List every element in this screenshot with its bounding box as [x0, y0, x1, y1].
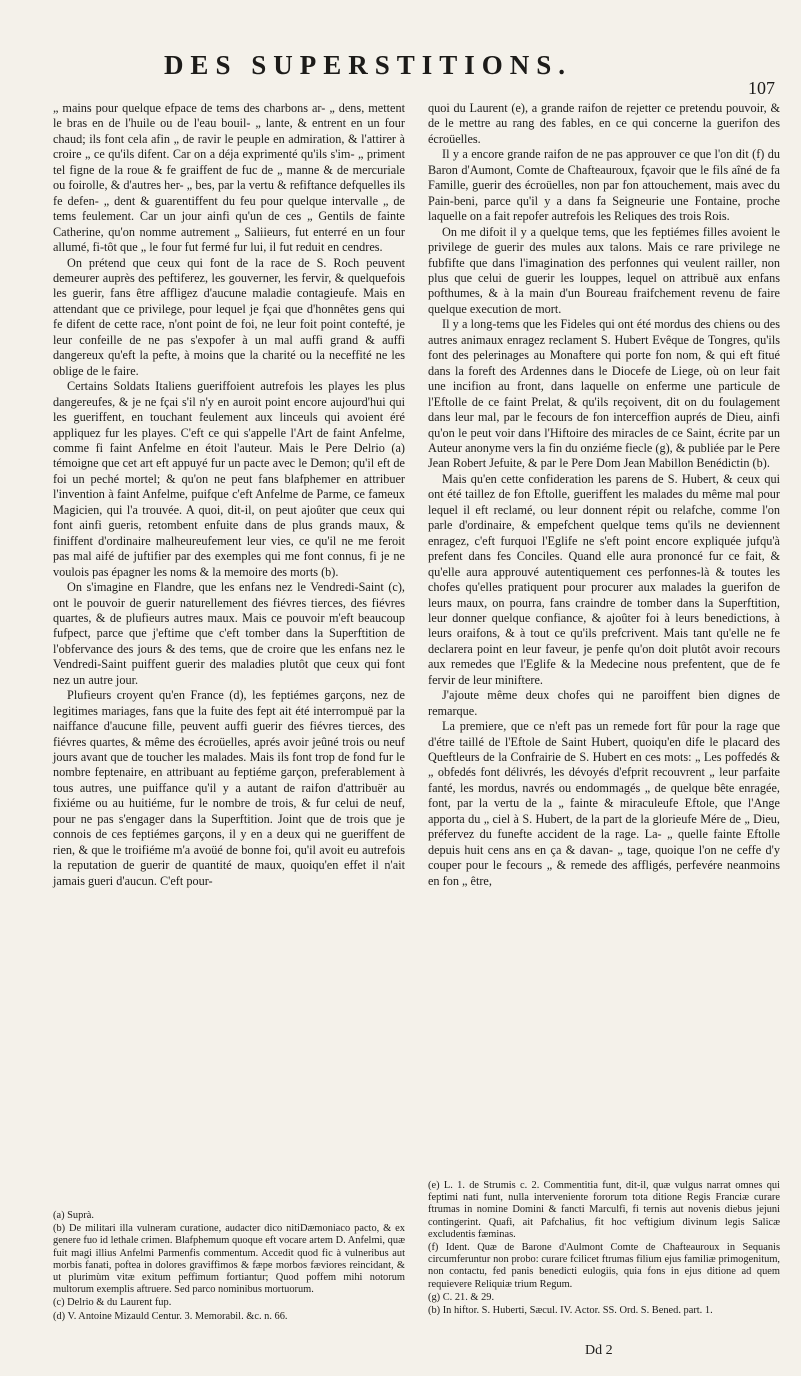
- paragraph: Certains Soldats Italiens gueriffoient autrefois les playes les plus dangereufes, & je ne fçai s'il n'y en auroit point encore aujourd'hui qui les gueriffent, en touchant feulement aux linceuls qui avoient éré appliquez fur les playes. C'eft ce qui s'appelle l'Art de faint Anfelme, comme fi faint Anfelme en étoit l'auteur. Mais le Pere Delrio (a) témoigne que cet art eft appuyé fur un pacte avec le Demon; qu'il eft de foi un peché mortel; & qu'on ne peut fans blafphemer en attribuer l'invention à faint Anfelme, puifque c'eft Anfelme de Parme, ce fameux Magicien, qui l'a trouvée. A quoi, dit-il, on peut ajoûter que ceux qui font ainfi gueris, retombent enfuite dans de plus grands maux, & finiffent d'ordinaire malheureufement leur vies, ce qu'il ne me feroit pas mal aifé de juftifier par des exemples qui me font connus, fi je ne voulois pas épagner les noms & la memoire des morts (b).: [53, 379, 405, 579]
- paragraph: La premiere, que ce n'eft pas un remede fort fûr pour la rage que d'étre taillé de l'Eftole de Saint Hubert, quoiqu'en dife le placard des Queftleurs de la Confrairie de S. Hubert en ces mots: „ Les poffedés & „ obfedés font délivrés, les dévoyés d'efprit recouvrent „ leur parfaite fanté, les mordus, navrés ou endommagés „ de quelque bête enragée, font, par la vertu de la „ fainte & miraculeufe Eftole, que l'Ange apporta du „ ciel à S. Hubert, de la part de la glorieufe Mére de „ Dieu, préfervez du funefte accident de la rage. La- „ quelle fainte Eftolle depuis huit cens ans en ça & davan- „ tage, quoique l'on ne ceffe d'y couper pour le fecours „ & remede des affligés, perfevére neanmoins en fon „ être,: [428, 719, 780, 888]
- page-number: 107: [748, 78, 775, 98]
- paragraph: On prétend que ceux qui font de la race de S. Roch peuvent demeurer auprès des peftiferez, les gouverner, les fervir, & quelquefois les guerir, fans être affligez d'aucune maladie contagieufe. Mais en attendant que ce privilege, pour lequel je fçai que d'honnêtes gens qui fe difent de cette race, n'ont point de foi, ne leur foit point contefté, je leur confeille de ne pas s'expofer à un mal auffi grand & auffi dangereux qu'eft la pefte, à moins que la charité ou la neceffité ne les oblige de le faire.: [53, 255, 405, 378]
- paragraph: Mais qu'en cette confideration les parens de S. Hubert, & ceux qui ont été taillez de fon Eftolle, gueriffent les malades du même mal pour lequel il eft reclamé, ou leur donnent répit ou relafche, comme l'on parle d'ordinaire, & empefchent quelque tems qu'ils ne deviennent enragez, c'eft furquoi l'Eglife ne s'eft point encore expliquée jufqu'à prefent dans fes Conciles. Quand elle aura prononcé fur ce fait, & qu'elle aura approuvé autentiquement ces perfonnes-là & toutes les chofes qu'elles pratiquent pour procurer aux malades la guerifon de leurs maux, on pourra, fans craindre de tomber dans la Superftition, leur donner quelque confiance, & ajoûter foi à leurs benedictions, à leurs oraifons, & à tout ce qu'ils prefcrivent. Mais tant qu'elle ne fe declarera point en leur faveur, je penfe qu'on doit plutôt avoir recours aux remedes que l'Eglife & la Medecine nous prefentent, que de fe fervir de leur miniftere.: [428, 471, 780, 687]
- running-head: DES SUPERSTITIONS.: [163, 50, 573, 80]
- footnote: (e) L. 1. de Strumis c. 2. Commentitia funt, dit-il, quæ vulgus narrat omnes qui feptimi nati funt, nulla interveniente fororum tota ditione Regis Franciæ curare ftrumas in nomine Domini & fancti Marculfi, fi ternis aut novenis diebus jejuni contingerint. Quafi, ait Pafchalius, fit hoc veftigium divinum legis Salicæ excludentis fæminas.: [428, 1180, 780, 1240]
- right-column: [428, 101, 780, 889]
- paragraph: Il y a long-tems que les Fideles qui ont été mordus des chiens ou des autres animaux enragez reclament S. Hubert Evêque de Tongres, qu'ils font des pelerinages au Monaftere qui porte fon nom, & qui eft fitué dans la foreft des Ardennes dans le Diocefe de Liege, où on leur fait une incifion au front, dans laquelle on enferme une particule de l'Eftolle de ce faint Prelat, & qu'ils reçoivent, dit on du foulagement dans leur mal, par le fecours de fon interceffion auprés de Dieu, ainfi qu'on le peut voir dans l'Hiftoire des miracles de ce Saint, écrite par un Auteur anonyme vers la fin du onziéme fiecle (g), & publiée par le Pere Jean Robert Jefuite, & par le Pere Dom Jean Mabillon Benédictin (b).: [428, 317, 780, 471]
- footnote: (g) C. 21. & 29.: [428, 1291, 495, 1303]
- signature-mark: Dd 2: [585, 1343, 613, 1358]
- footnote: (d) V. Antoine Mizauld Centur. 3. Memorabil. &c. n. 66.: [53, 1310, 288, 1322]
- paragraph: On s'imagine en Flandre, que les enfans nez le Vendredi-Saint (c), ont le pouvoir de guerir naturellement des fiévres tierces, des fiévres quartes, & de plufieurs autres maux. Mais ce pouvoir m'eft beaucoup fufpect, parce que j'eftime que c'eft tomber dans la Superftition de l'obfervance des jours & des tems, que de croire que les enfans nez le Vendredi-Saint puiffent guerir des maladies plutôt que ceux qui font nez un autre jour.: [53, 580, 405, 687]
- paragraph: „ mains pour quelque efpace de tems des charbons ar- „ dens, mettent le bras en de l'huile ou de l'eau bouil- „ lante, & entrent en un four chaud; ils font cela afin „ de ravir le peuple en admiration, & l'attirer à croire „ ce qu'ils difent. Car on a déja exprimenté qu'ils s'im- „ priment tel figne de la roue & fe graiffent de fuc de „ manne & de mercuriale ou foirolle, & d'autres her- „ bes, par la vertu & refiftance defquelles ils fe defen- „ dent & guarentiffent du feu pour quelque intervalle „ de tems feulement. Car un jour ainfi qu'un de ces „ Gentils de fainte Catherine, qu'on nomme autrement „ Saliieurs, fut enterré en un four allumé, fi-tôt que „ le four fut fermé fur lui, il fut reduit en cendres.: [53, 101, 405, 255]
- footnotes-left: [53, 1210, 405, 1324]
- footnotes-right: [428, 1180, 780, 1318]
- footnote: (b) In hiftor. S. Huberti, Sæcul. IV. Actor. SS. Ord. S. Bened. part. 1.: [428, 1305, 713, 1317]
- footnote: (b) De militari illa vulneram curatione, audacter dico nitiDæmoniaco pacto, & ex genere fuo id lethale crimen. Blafphemum quoque eft vocare artem D. Anfelmi, quæ fuit magi illius Anfelmi Parmenfis commentum. Accedit quod fic à vulneribus aut morbis fanati, poftea in dolores graviffimos & fæpe morbos fæviores reincidant, & ut plurimùm vitæ exitum peffimum fortiantur; Quod poffem mihi notorum multorum exemplis aftruere. Sed parco nominibus mortuorum.: [53, 1223, 405, 1296]
- footnote: (f) Ident. Quæ de Barone d'Aulmont Comte de Chafteauroux in Sequanis circumferuntur non probo: curare fcilicet ftrumas filium ejus familiæ primogenitum, non contactu, fed panis benedicti eulogiis, quia fons in ejus ditione ad quem requievere Reliquiæ trium Regum.: [428, 1242, 780, 1290]
- paragraph: J'ajoute même deux chofes qui ne paroiffent bien dignes de remarque.: [428, 688, 780, 718]
- paragraph: Il y a encore grande raifon de ne pas approuver ce que l'on dit (f) du Baron d'Aumont, Comte de Chafteauroux, fçavoir que le fils aîné de fa Famille, guerir des écroüelles, non par fon attouchement, mais avec du Pain-beni, parce qu'il y a dans fa Seigneurie une Fontaine, proche laquelle on a fait repofer autrefois les Reliques des trois Rois.: [428, 147, 780, 224]
- left-column: [53, 101, 405, 889]
- paragraph: Plufieurs croyent qu'en France (d), les feptiémes garçons, nez de legitimes mariages, fans que la fuite des fept ait été interrompuë par la naiffance d'aucune fille, peuvent auffi guerir des fiévres tierces, des fiévres quartes, & même des écroüelles, aprés avoir jeûné trois ou neuf jours avant que de toucher les malades. Mais ils font trop de fond fur le nombre feptenaire, en attribuant au feptiéme garçon, preferablement à tous autres, une puiffance qu'il y a autant de raifon d'attribuër au fixiéme ou au huitiéme, fur le nombre de trois, & fur celui de neuf, pour ne pas s'engager dans la Superftition. Joint que de trois que je connois de ces feptiémes garçons, il y en a deux qui ne gueriffent de rien, & que le troifiéme m'a avoüé de bonne foi, qu'il avoit eu autrefois la reputation de guerir de quantité de maux, quoiqu'en effet il n'ait jamais gueri d'aucun. C'eft pour-: [53, 688, 405, 888]
- footnote: (a) Suprà.: [53, 1210, 94, 1221]
- paragraph: quoi du Laurent (e), a grande raifon de rejetter ce pretendu pouvoir, & de le mettre au rang des fables, en ce qui concerne la guerifon des écroüelles.: [428, 101, 780, 146]
- paragraph: On me difoit il y a quelque tems, que les feptiémes filles avoient le privilege de guerir des mules aux talons. Mais ce rare privilege ne fubfifte que dans l'imagination des perfonnes qui veulent railler, non plus que celui de guerir les louppes, lequel on attribuë aux enfans pofthumes, & à la main d'un Boureau fraifchement revenu de faire quelque execution de mort.: [428, 224, 780, 316]
- footnote: (c) Delrio & du Laurent fup.: [53, 1297, 172, 1309]
